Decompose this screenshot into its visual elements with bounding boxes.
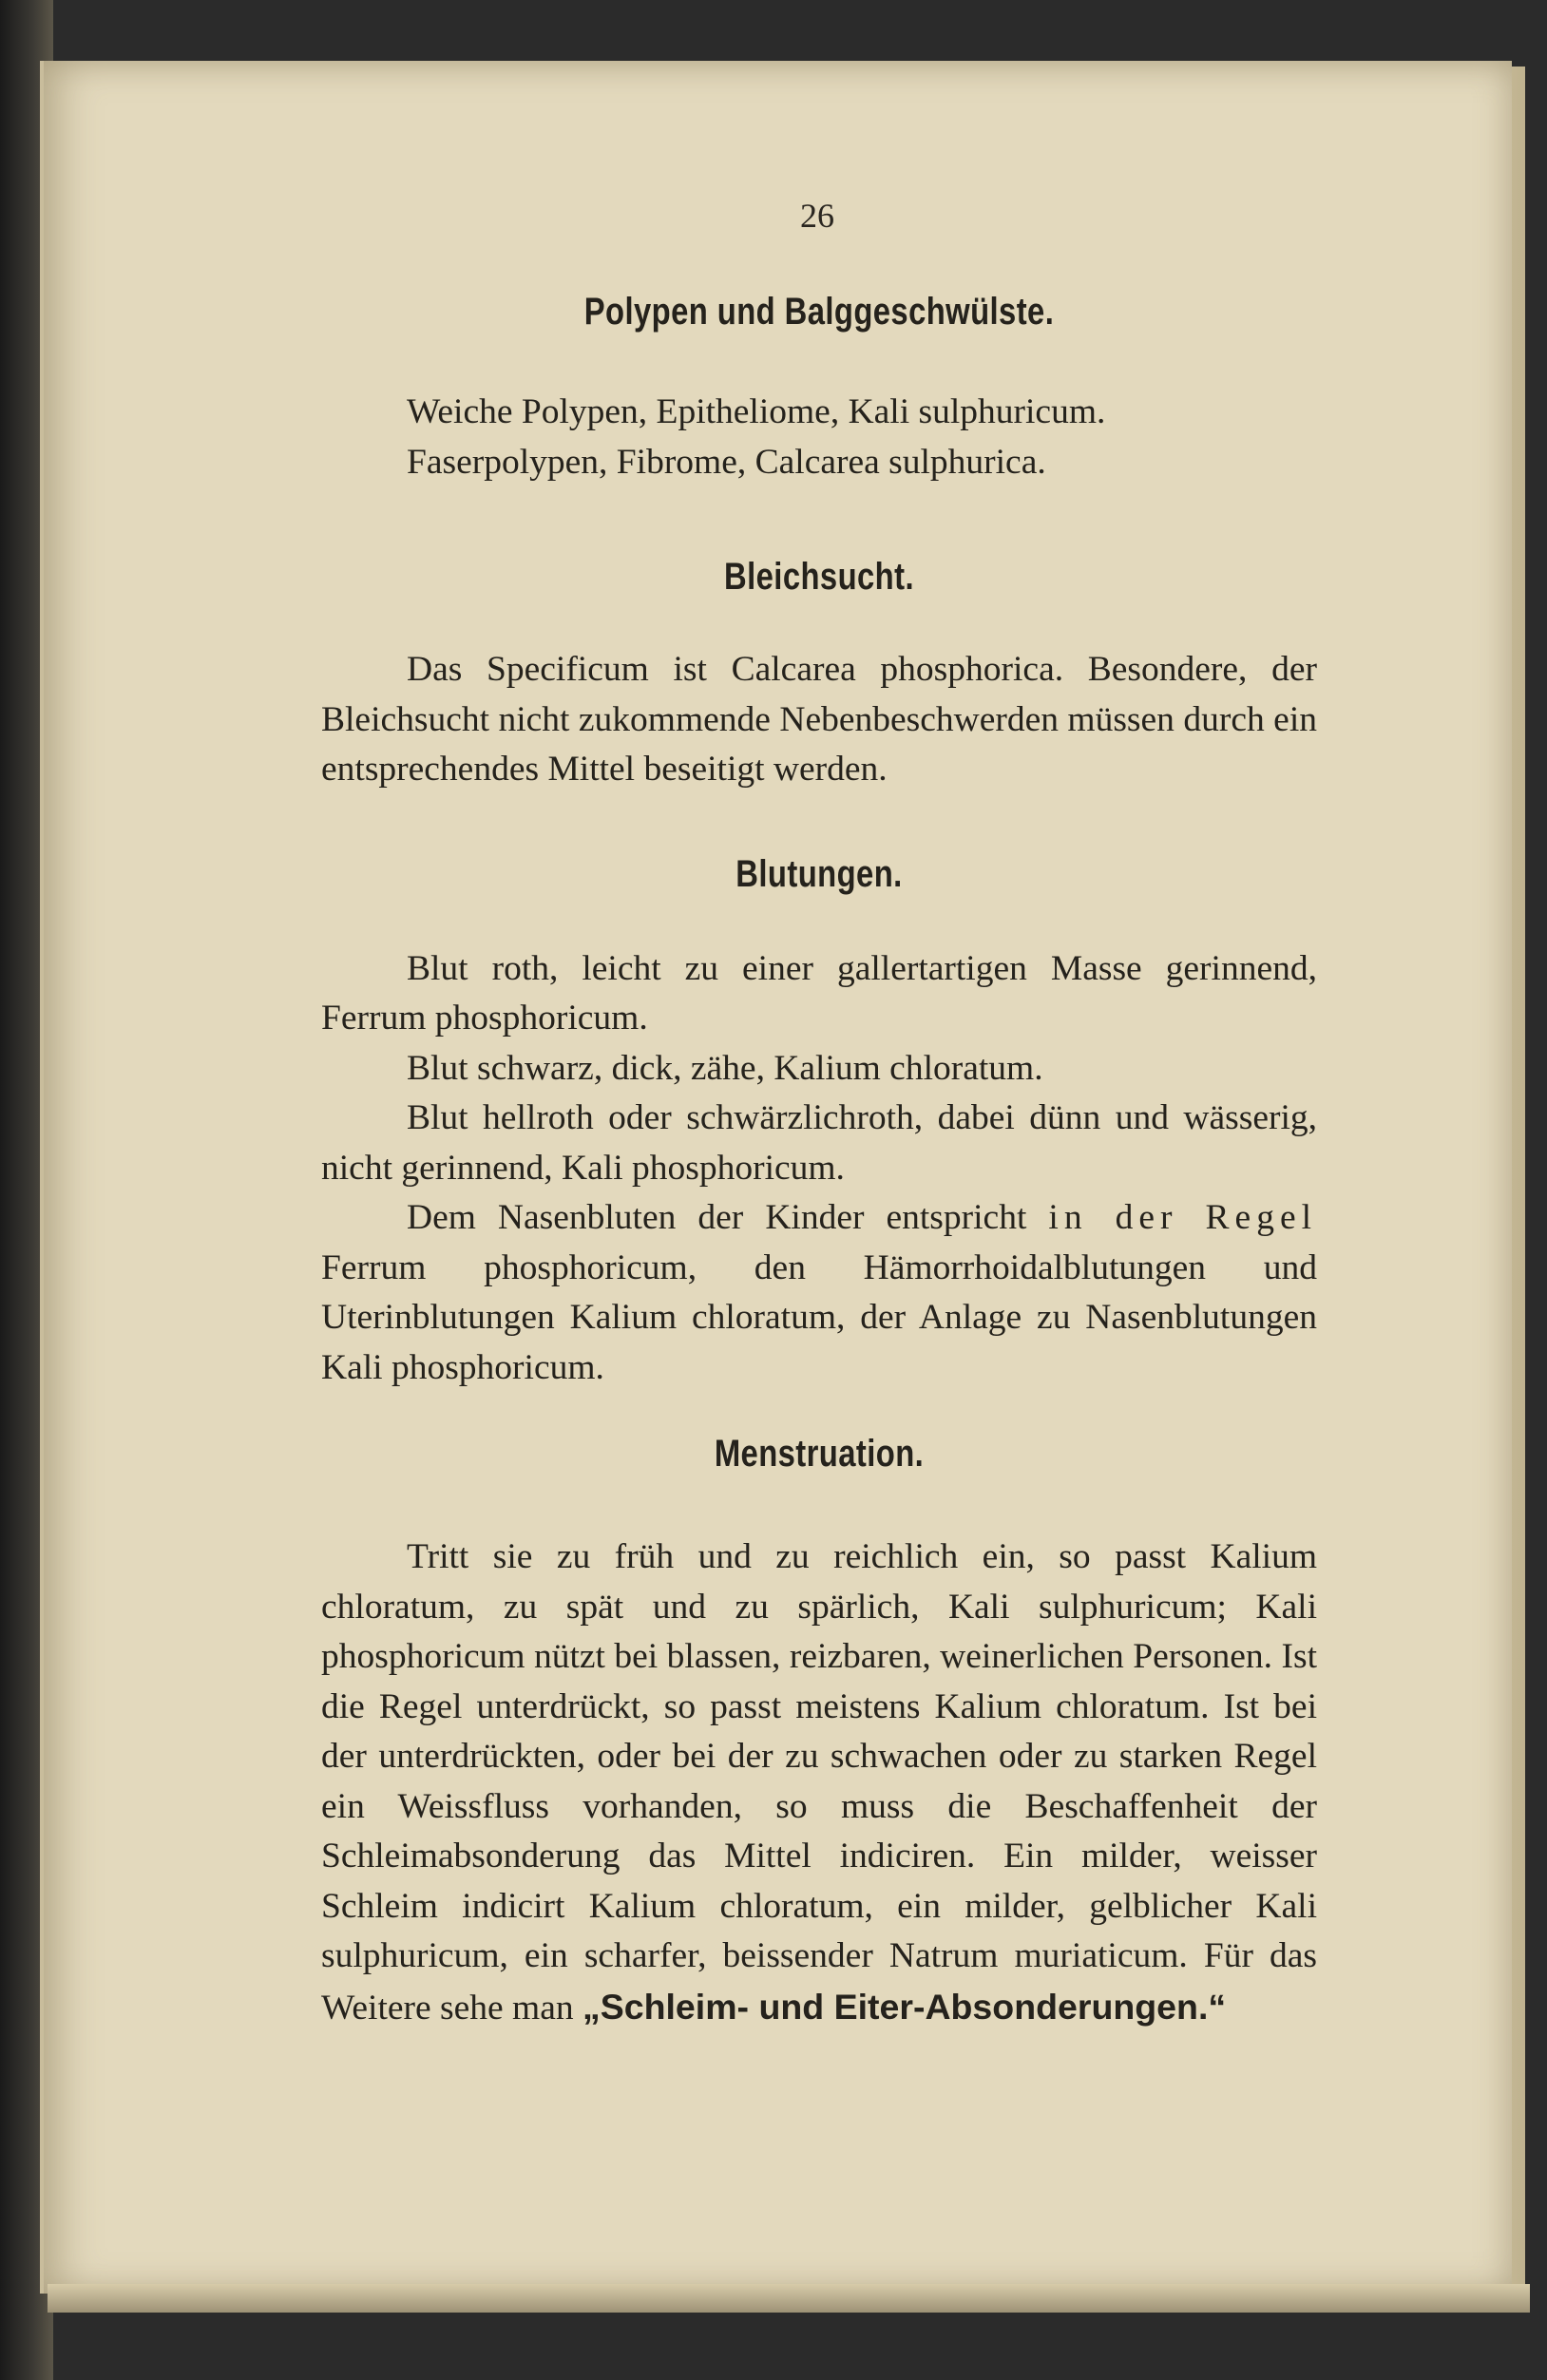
blutungen-paragraph-3: Blut hellroth oder schwärzlichroth, dabei dünn und wässerig, nicht gerinnend, Kali phosphoricum. (321, 1098, 1317, 1188)
blutungen-paragraph-2: Blut schwarz, dick, zähe, Kalium chloratum. (407, 1048, 1043, 1088)
menstruation-paragraph (321, 1533, 1317, 2033)
page-content (321, 257, 1317, 2033)
heading-bleichsucht: Bleichsucht. (724, 556, 914, 598)
polypen-line-2: Faserpolypen, Fibrome, Calcarea sulphurica. (407, 442, 1046, 482)
menstruation-text: Tritt sie zu früh und zu reichlich ein, so passt Kalium chloratum, zu spät und zu spärlich, Kali sulphuricum; Kali phosphoricum nützt bei blassen, reizbaren, weinerlichen Personen. Ist die Regel unterdrückt, so passt meistens Kalium chloratum. Ist bei der unterdrückten, oder bei der zu schwachen oder zu starken Regel ein Weissfluss vorhanden, so muss die Beschaffenheit der Schleimabsonderung das Mittel indiciren. Ein milder, weisser Schleim indicirt Kalium chloratum, ein milder, gelblicher Kali sulphuricum, ein scharfer, beissender Natrum muriaticum. Für das Weitere sehe man (321, 1537, 1317, 2028)
heading-menstruation: Menstruation. (714, 1433, 925, 1475)
bleichsucht-paragraph: Das Specificum ist Calcarea phosphorica. Besondere, der Bleichsucht nicht zukommende Nebenbeschwerden müssen durch ein entsprechendes Mittel beseitigt werden. (321, 650, 1317, 789)
blutungen-paragraph-1: Blut roth, leicht zu einer gallertartigen Masse gerinnend, Ferrum phosphoricum. (321, 948, 1317, 1038)
heading-blutungen: Blutungen. (735, 852, 903, 895)
blutungen-p4-start: Dem Nasenbluten der Kinder entspricht (407, 1198, 1027, 1237)
blutungen-p4-end: Ferrum phosphoricum, den Hämorrhoidalblutungen und Uterinblutungen Kalium chloratum, der Anlage zu Nasenblutungen Kali phosphoricum. (321, 1247, 1317, 1387)
page-edge-bottom (48, 2284, 1530, 2313)
menstruation-reference: „Schleim- und Eiter-Absonderungen.“ (582, 1986, 1227, 2027)
heading-polypen: Polypen und Balggeschwülste. (583, 291, 1055, 333)
blutungen-p4-emphasis: in der Regel (1048, 1198, 1318, 1237)
blutungen-paragraph-4 (321, 1193, 1317, 1393)
polypen-line-1: Weiche Polypen, Epitheliome, Kali sulphuricum. (407, 392, 1106, 431)
page-number: 26 (800, 197, 834, 235)
